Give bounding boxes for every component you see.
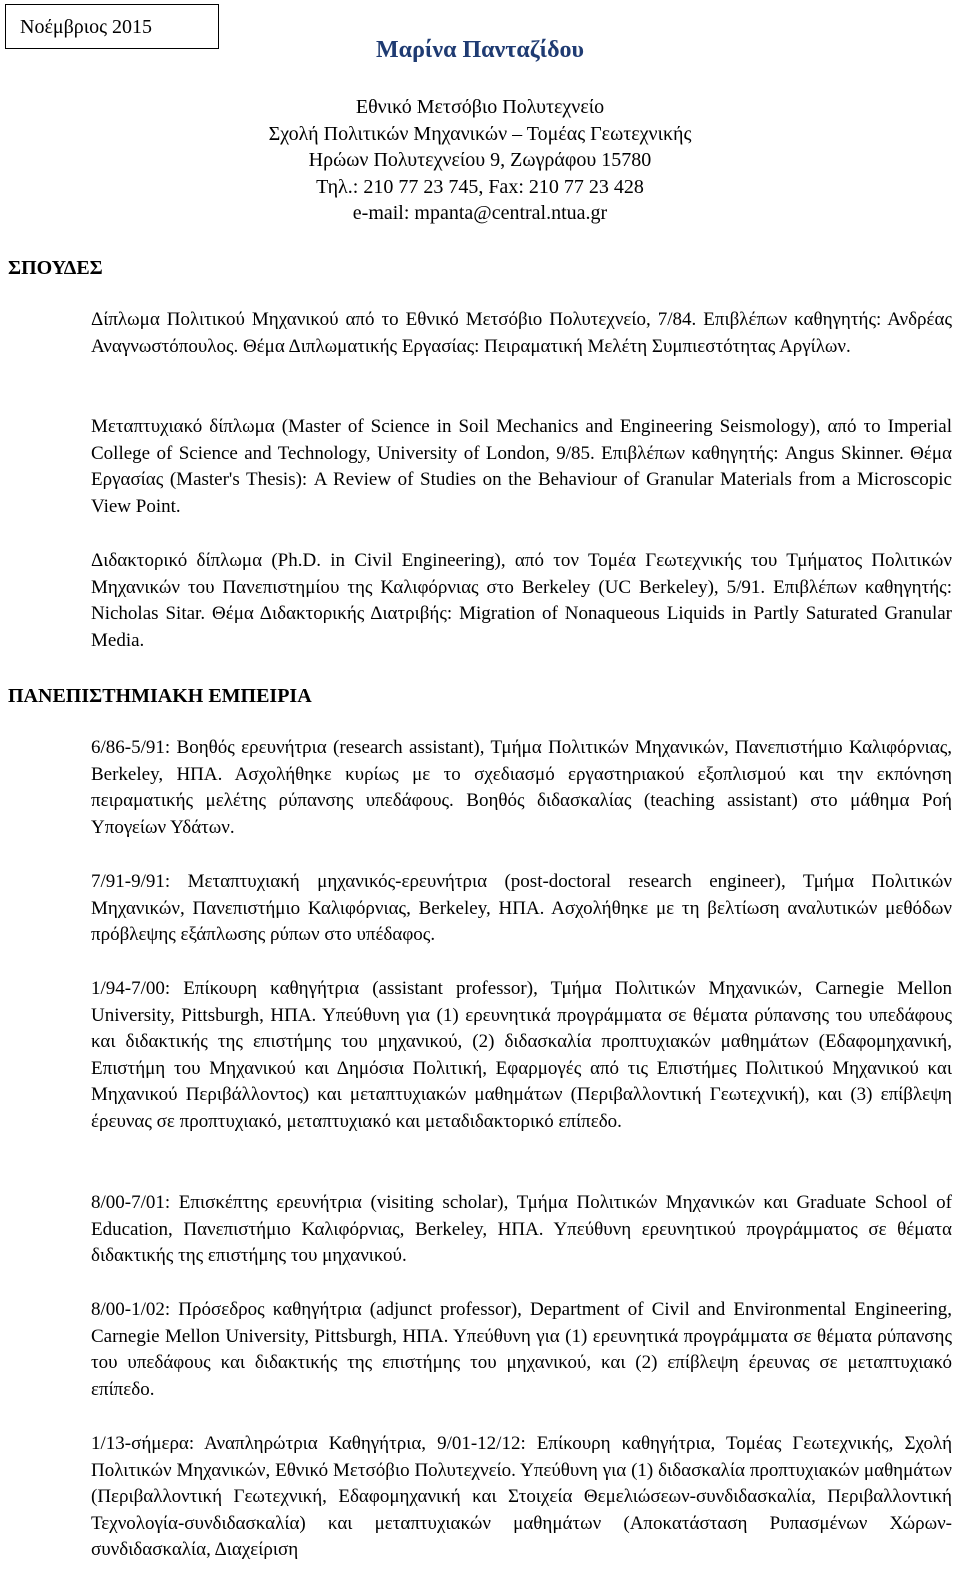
experience-item-5: 8/00-1/02: Πρόσεδρος καθηγήτρια (adjunct professor), Department of Civil and Environmental Engineering, Carnegie Mellon University, Pittsburgh, ΗΠΑ. Υπεύθυνη για (1) ερευνητικά προγράμματα σε θέματα ρύπανσης του υπεδάφους και διδακτικής της επιστήμης του μηχανικού, και (2) επίβλεψη έρευνας σε μεταπτυχιακό επίπεδο.: [91, 1299, 952, 1400]
person-name: Μαρίνα Πανταζίδου: [376, 37, 584, 63]
studies-item-diploma: Δίπλωμα Πολιτικού Μηχανικού από το Εθνικό Μετσόβιο Πολυτεχνείο, 7/84. Επιβλέπων καθηγητής: Ανδρέας Αναγνωστόπουλος. Θέμα Διπλωματικής Εργασίας: Πειραματική Μελέτη Συμπιεστότητας Αργίλων.: [91, 309, 952, 357]
experience-item-4: 8/00-7/01: Επισκέπτης ερευνήτρια (visiting scholar), Τμήμα Πολιτικών Μηχανικών και Graduate School of Education, Πανεπιστήμιο Καλιφόρνιας, Berkeley, ΗΠΑ. Υπεύθυνη ερευνητικού προγράμματος σε θέματα διδακτικής της επιστήμης του μηχανικού.: [91, 1192, 952, 1267]
studies-item-masters: Μεταπτυχιακό δίπλωμα (Master of Science in Soil Mechanics and Engineering Seismology), από το Imperial College of Science and Technology, University of London, 9/85. Επιβλέπων καθηγητής: Angus Skinner. Θέμα Εργασίας (Master's Thesis): A Review of Studies on the Behaviour of Granular Materials from a Microscopic View Point.: [91, 416, 952, 517]
contact-block: [0, 94, 960, 227]
studies-item-phd: Διδακτορικό δίπλωμα (Ph.D. in Civil Engineering), από τον Τομέα Γεωτεχνικής του Τμήματος Πολιτικών Μηχανικών του Πανεπιστημίου της Καλιφόρνιας στο Berkeley (UC Berkeley), 5/91. Επιβλέπων καθηγητής: Nicholas Sitar. Θέμα Διδακτορικής Διατριβής: Migration of Nonaqueous Liquids in Partly Saturated Granular Media.: [91, 550, 952, 651]
studies-heading: ΣΠΟΥΔΕΣ: [8, 257, 103, 279]
contact-email: e-mail: mpanta@central.ntua.gr: [352, 202, 608, 224]
contact-address: Ηρώων Πολυτεχνείου 9, Ζωγράφου 15780: [308, 149, 652, 171]
experience-heading: ΠΑΝΕΠΙΣΤΗΜΙΑΚΗ ΕΜΠΕΙΡΙΑ: [8, 685, 312, 707]
contact-phone-fax: Τηλ.: 210 77 23 745, Fax: 210 77 23 428: [316, 175, 644, 198]
contact-school: Σχολή Πολιτικών Μηχανικών – Τομέας Γεωτεχνικής: [268, 122, 692, 145]
experience-item-6: 1/13-σήμερα: Αναπληρώτρια Καθηγήτρια, 9/01-12/12: Επίκουρη καθηγήτρια, Τομέας Γεωτεχνικής, Σχολή Πολιτικών Μηχανικών, Εθνικό Μετσόβιο Πολυτεχνείο. Υπεύθυνη για (1) διδασκαλία προπτυχιακών μαθημάτων (Περιβαλλοντική Γεωτεχνική, Εδαφομηχανική και Στοιχεία Θεμελιώσεων-συνδιδασκαλία, Περιβαλλοντική Τεχνολογία-συνδιδασκαλία) και μεταπτυχιακών μαθημάτων (Αποκατάσταση Ρυπασμένων Χώρων-συνδιδασκαλία, Διαχείριση: [91, 1433, 952, 1561]
date-box: Νοέμβριος 2015: [5, 4, 219, 49]
experience-item-2: 7/91-9/91: Μεταπτυχιακή μηχανικός-ερευνήτρια (post-doctoral research engineer), Τμήμα Πολιτικών Μηχανικών, Πανεπιστήμιο Καλιφόρνιας, Berkeley, ΗΠΑ. Ασχολήθηκε με τη βελτίωση αναλυτικών μεθόδων πρόβλεψης εξάπλωσης ρύπων στο υπέδαφος.: [91, 871, 952, 946]
experience-item-1: 6/86-5/91: Βοηθός ερευνήτρια (research assistant), Τμήμα Πολιτικών Μηχανικών, Πανεπιστήμιο Καλιφόρνιας, Berkeley, ΗΠΑ. Ασχολήθηκε κυρίως με το σχεδιασμό εργαστηριακού εξοπλισμού και την εκπόνηση πειραματικής μελέτης ρύπανσης υπεδάφους. Βοηθός διδασκαλίας (teaching assistant) στο μάθημα Ροή Υπογείων Υδάτων.: [91, 737, 952, 838]
experience-item-3: 1/94-7/00: Επίκουρη καθηγήτρια (assistant professor), Τμήμα Πολιτικών Μηχανικών, Carnegie Mellon University, Pittsburgh, ΗΠΑ. Υπεύθυνη για (1) ερευνητικά προγράμματα σε θέματα ρύπανσης του υπεδάφους και διδακτικής της επιστήμης του μηχανικού, (2) διδασκαλία προπτυχιακών μαθημάτων (Εδαφομηχανική, Επιστήμη του Μηχανικού και Δημόσια Πολιτική, Εφαρμογές από τις Επιστήμες Πολιτικού Μηχανικού και Μηχανικού Περιβάλλοντος) και μεταπτυχιακών μαθημάτων (Περιβαλλοντική Γεωτεχνική), και (3) επίβλεψη έρευνας σε προπτυχιακό, μεταπτυχιακό και μεταδιδακτορικό επίπεδο.: [91, 978, 952, 1132]
contact-institution: Εθνικό Μετσόβιο Πολυτεχνείο: [355, 96, 605, 118]
